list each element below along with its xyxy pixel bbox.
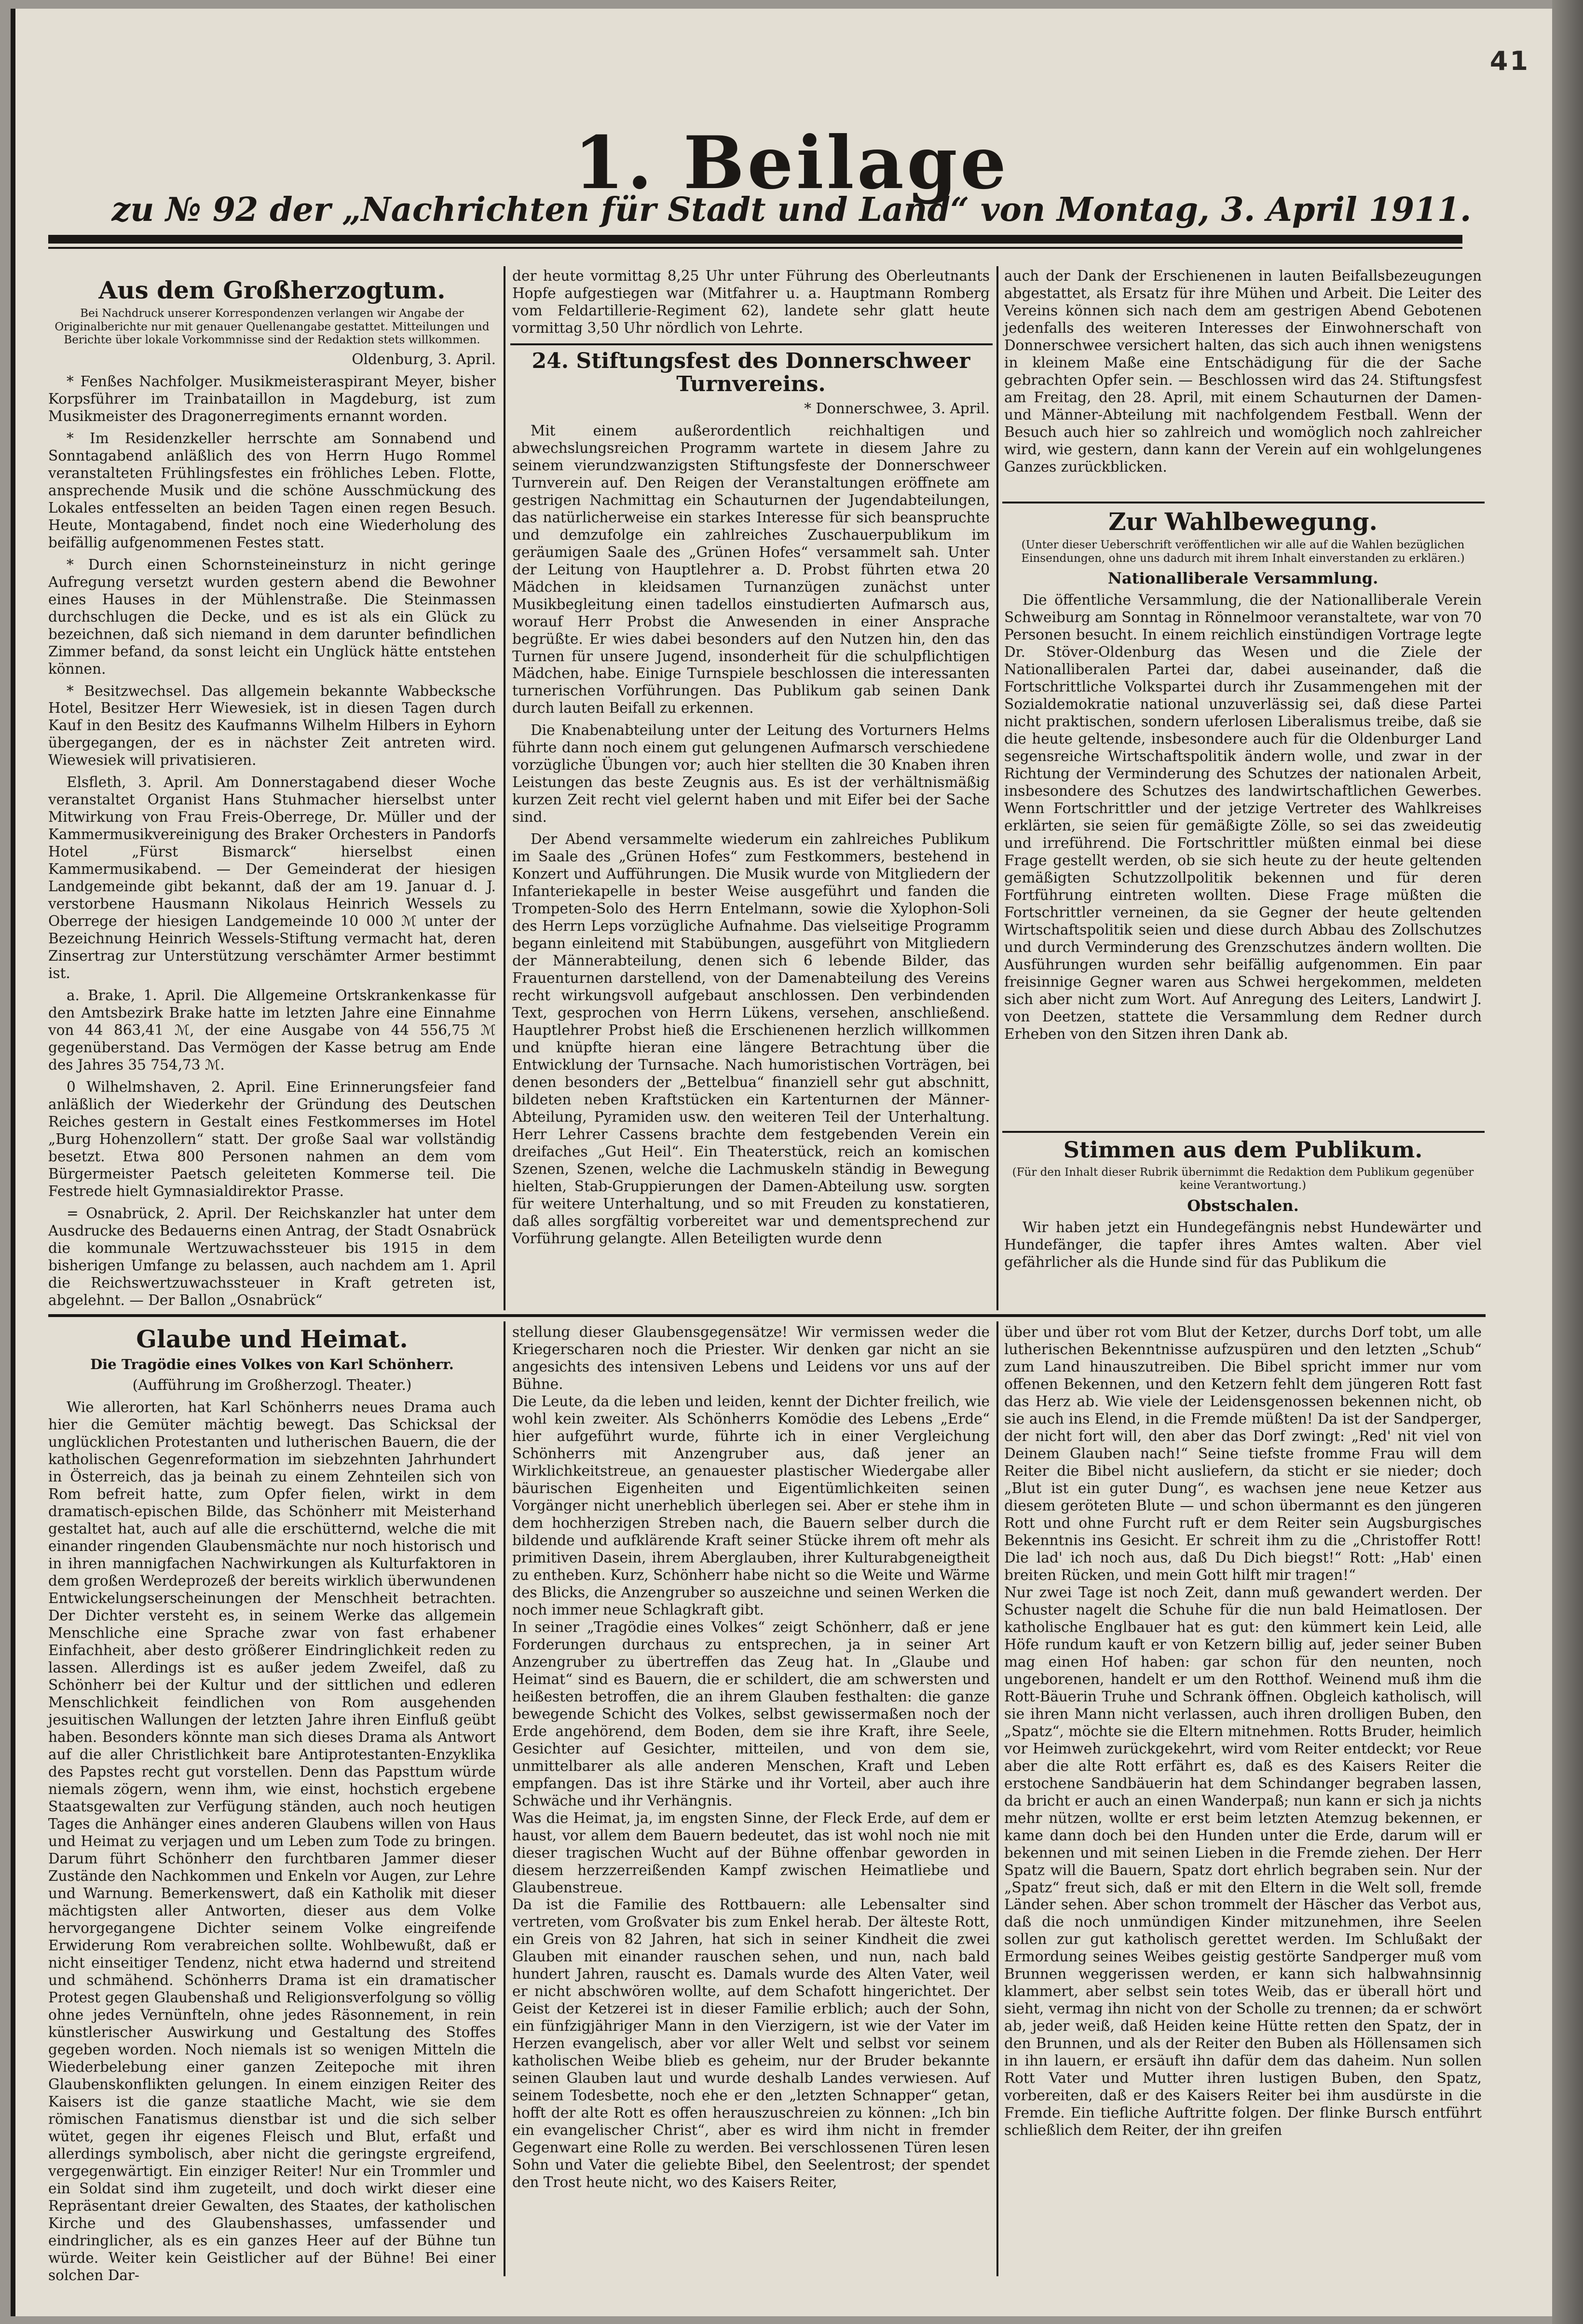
column-divider-4: [996, 1321, 998, 2276]
stimmen-subheading: Obstschalen.: [1187, 1196, 1299, 1215]
column-turnverein: [512, 268, 990, 1309]
stimmen-disclaimer: (Für den Inhalt dieser Rubrik übernimmt die Redaktion dem Publikum gegenüber keine Verantwortung.): [1012, 1166, 1474, 1192]
reprint-note: Bei Nachdruck unserer Korrespondenzen verlangen wir Angabe der Originalberichte nur mit genauer Quellenangabe gestattet. Mitteilungen und Berichte über lokale Vorkommnisse sind der Redaktion stets willkommen.: [55, 307, 490, 347]
news-item: * Besitzwechsel. Das allgemein bekannte Wabbecksche Hotel, Besitzer Herr Wiewesiek, ist in diesen Tagen durch Kauf in den Besitz des Kaufmanns Wilhelm Hilbers in Eyhorn übergegangen, der es in nächster Zeit antreten wird. Wiewesiek will privatisieren.: [48, 682, 496, 769]
news-item: 0 Wilhelmshaven, 2. April. Eine Erinnerungsfeier fand anläßlich der Wiederkehr der Gründung des Deutschen Reiches gestern in Gestalt eines Festkommerses im Hotel „Burg Hohenzollern“ statt. Der große Saal war vollständig besetzt. Etwa 800 Personen nahmen an dem vom Bürgermeister Paetsch geleiteten Kommerse teil. Die Festrede hielt Gymnasialdirektor Prasse.: [48, 1079, 496, 1200]
news-item: * Fenßes Nachfolger. Musikmeisteraspirant Meyer, bisher Korpsführer im Trainbataillon in Magdeburg, ist zum Musikmeister des Dragonerregiments ernannt worden.: [48, 373, 496, 424]
review-text: stellung dieser Glaubensgegensätze! Wir vermissen weder die Kriegerscharen noch die Priester. Wir denken gar nicht an sie angesichts des intensiven Lebens und Leidens vor uns auf der Bühne. Die Leute, da die leben und leiden, kennt der Dichter freilich, wie wohl kein zweiter. Als Schönherrs Komödie des Lebens „Erde“ hier aufgeführt wurde, führte ich in einer Vergleichung Schönherrs mit Anzengruber aus, daß jener an Wirklichkeitstreue, an genauester plastischer Wiedergabe aller bäurischen Eigenheiten und Eigentümlichkeiten seinen Vorgänger nicht unerheblich überlegen sei. Aber er stehe ihm in dem hochherzigen Streben nach, die Bauern selber durch die bildende und aufklärende Kraft seiner Stücke ihrem oft mehr als primitiven Dasein, ihrem Aberglauben, ihrer Kulturabgeneigtheit zu entheben. Kurz, Schönherr habe nicht so die Weite und Wärme des Blicks, die Anzengruber so auszeichne und seinen Werken die noch immer neue Schlagkraft gibt. In seiner „Tragödie eines Volkes“ zeigt Schönherr, daß er jene Forderungen durchaus zu entsprechen, ja in seiner Art Anzengruber zu übertreffen das Zeug hat. In „Glaube und Heimat“ sind es Bauern, die er schildert, die am schwersten und heißesten betroffen, die an ihrem Glauben festhalten: die ganze bewegende Schicht des Volkes, selbst gewissermaßen noch der Erde angehörend, dem Boden, dem sie ihre Kraft, ihre Seele, Gesichter auf Gesichter, mitteilen, und von dem sie, unmittelbarer als alle anderen Menschen, Kraft und Leben empfangen. Das ist ihre Stärke und ihr Vorteil, aber auch ihre Schwäche und ihr Verhängnis. Was die Heimat, ja, im engsten Sinne, der Fleck Erde, auf dem er haust, vor allem dem Bauern bedeutet, das ist wohl noch nie mit dieser tragischen Wucht auf der Bühne offenbar geworden in diesem herzzerreißenden Kampf zwischen Heimatliebe und Glaubenstreue. Da ist die Familie des Rottbauern: alle Lebensalter sind vertreten, vom Großvater bis zum Enkel herab. Der älteste Rott, ein Greis von 82 Jahren, hat sich in seiner Kindheit die zwei Glauben mit einander rauschen sehen, und nun, nach bald hundert Jahren, rauscht es. Damals wurde des Alten Vater, weil er nicht abschwören wollte, auf dem Schafott hingerichtet. Der Geist der Ketzerei ist in dieser Familie erblich; auch der Sohn, ein fünfzigjähriger Mann in den Vierzigern, ist wie der Vater im Herzen evangelisch, aber vor aller Welt und selbst vor seinem katholischen Weibe blieb es geheim, nur der Bruder bekannte seinen Glauben laut und wurde deshalb Landes verwiesen. Auf seinem Todesbette, noch ehe er den „letzten Schnapper“ getan, hofft der alte Rott es offen herauszuschreien zu können: „Ich bin ein evangelischer Christ“, aber es wird ihm nicht in fremder Gegenwart eine Rolle zu werden. Bei verschlossenen Türen lesen Sohn und Vater die geliebte Bibel, den Seelentrost; der spendet den Trost heute nicht, wo des Kaisers Reiter,: [512, 1324, 990, 2191]
wahl-disclaimer: (Unter dieser Ueberschrift veröffentlichen wir alle auf die Wahlen bezüglichen Einsendungen, ohne uns dadurch mit ihrem Inhalt einverstanden zu erklären.): [1021, 539, 1465, 565]
supplement-subtitle: zu № 92 der „Nachrichten für Stadt und Land“ von Montag, 3. April 1911.: [111, 190, 1472, 229]
glaube-subtitle: Die Tragödie eines Volkes von Karl Schönherr.: [90, 1356, 454, 1373]
column-divider-1: [504, 266, 505, 1310]
news-item: = Osnabrück, 2. April. Der Reichskanzler hat unter dem Ausdrucke des Bedauerns einen Antrag, der Stadt Osnabrück die kommunale Wertzuwachssteuer bis 1915 in dem bisherigen Umfange zu belassen, auch nachdem am 1. April die Reichswertzuwachssteuer in Kraft getreten ist, abgelehnt. — Der Ballon „Osnabrück“: [48, 1205, 496, 1308]
column-turnverein-end: [1004, 268, 1482, 497]
page-folio: 41: [1489, 46, 1530, 76]
dateline-donnerschwee: * Donnerschwee, 3. April.: [804, 400, 990, 417]
news-item: a. Brake, 1. April. Die Allgemeine Ortskrankenkasse für den Amtsbezirk Brake hatte im letzten Jahre eine Einnahme von 44 863,41 ℳ, der eine Ausgabe von 44 556,75 ℳ gegenüberstand. Das Vermögen der Kasse betrug am Ende des Jahres 35 754,73 ℳ.: [48, 987, 496, 1074]
column-divider-3: [504, 1321, 505, 2276]
section-divider-stimmen: [1002, 1131, 1485, 1133]
review-text: Wie allerorten, hat Karl Schönherrs neues Drama auch hier die Gemüter mächtig bewegt. Das Schicksal der unglücklichen Protestanten und lutherischen Bauern, die der katholischen Gegenreformation im siebzehnten Jahrhundert in Österreich, das ja beinah zu einem Zehnteilen sich von Rom befreit hatte, zum Opfer fielen, wirkt in dem dramatisch-epischen Bilde, das Schönherr mit Meisterhand gestaltet hat, auch auf alle die erschütternd, welche die mit einander ringenden Glaubensmächte nur noch historisch und in ihren mannigfachen Nachwirkungen als Kulturfaktoren in dem großen Werdeprozeß der bereits wirklich überwundenen Entwickelungserscheinungen der Menschheit betrachten. Der Dichter versteht es, in seinem Werke das allgemein Menschliche eine Sprache zwar von fast erhabener Einfachheit, aber desto größerer Eindringlichkeit reden zu lassen. Allerdings ist es außer jedem Zweifel, daß zu Schönherr bei der Kultur und der sittlichen und edleren Menschlichkeit feindlichen von Rom ausgehenden jesuitischen Wallungen der letzten Jahre ihren Einfluß geübt haben. Besonders könnte man sich dieses Drama als Antwort auf die aller Christlichkeit bare Antiprotestanten-Enzyklika des Papstes recht gut vorstellen. Denn das Papsttum würde niemals zögern, wenn ihm, wie einst, hochstich ergebene Staatsgewalten zur Verfügung ständen, auch noch heutigen Tages die Anhänger eines anderen Glaubens willen von Haus und Heimat zu verjagen und um Leben zum Tode zu bringen. Darum führt Schönherr den furchtbaren Jammer dieser Zustände den Nachkommen und Enkeln vor Augen, zur Lehre und Warnung. Bemerkenswert, daß ein Katholik mit dieser mächtigsten aller Antworten, dieser aus dem Volke hervorgegangene Dichter seinem Volke eingreifende Erwiderung Rom verabreichen sollte. Wohlbewußt, daß er nicht einseitiger Tendenz, nicht etwa hadernd und streitend und schmähend. Schönherrs Drama ist ein dramatischer Protest gegen Glaubenshaß und Religionsverfolgung so völlig ohne jedes Vernünfteln, ohne jedes Räsonnement, in rein künstlerischer Auswirkung und Gestaltung des Stoffes gegeben worden. Noch niemals ist so wenigen Mitteln die Wiederbelebung einer ganzen Zeitepoche mit ihren Glaubenskonflikten gelungen. In einem einzigen Reiter des Kaisers ist die ganze staatliche Macht, wie sie dem römischen Fanatismus dienstbar ist und die sich selber wütet, gegen ihr eigenes Fleisch und Blut, erfaßt und allerdings symbolisch, aber nicht die geringste ergreifend, vergegenwärtigt. Ein einziger Reiter! Nur ein Trommler und ein Soldat sind ihm zugeteilt, und doch wirkt dieser eine Repräsentant dreier Gewalten, des Staates, der katholischen Kirche und des Glaubenshasses, umfassender und eindringlicher, als es ein ganzes Heer auf der Bühne tun würde. Weiter kein Geistlicher auf der Bühne! Bei einer solchen Dar-: [48, 1399, 496, 2283]
section-wahlbewegung: [1004, 506, 1482, 1126]
article-paragraph: Der Abend versammelte wiederum ein zahlreiches Publikum im Saale des „Grünen Hofes“ zum Festkommers, bestehend in Konzert und Aufführungen. Die Musik wurde von Mitgliedern der Infanteriekapelle in bester Weise ausgeführt und fanden die Trompeten-Solo des Herrn Entelmann, sowie die Xylophon-Soli des Herrn Leps vorzügliche Aufnahme. Das vielseitige Programm begann einleitend mit Stabübungen, ausgeführt von Mitgliedern der Männerabteilung, denen sich 6 lebende Bilder, das Frauenturnen darstellend, von der Damenabteilung des Vereins recht wirkungsvoll aufgebaut anschlossen. Den verbindenden Text, gesprochen von Herrn Lükens, versehen, anschließend. Hauptlehrer Probst hieß die Erschienenen herzlich willkommen und knüpfte hieran eine längere Betrachtung über die Entwicklung der Turnsache. Nach humoristischen Vorträgen, bei denen besonders der „Bettelbua“ finanziell sehr gut abschnitt, bildeten neben Kraftstücken ein Kartenturnen der Männer-Abteilung, Pyramiden usw. den weiteren Teil der Unterhaltung. Herr Lehrer Cassens brachte dem festgebenden Verein ein dreifaches „Gut Heil“. Ein Theaterstück, reich an komischen Szenen, Szenen, welche die Lachmuskeln ständig in Bewegung hielten, Stab-Gruppierungen der Damen-Abteilung usw. sorgten für weitere Unterhaltung, und so mit Freuden zu konstatieren, daß alles sorgfältig vorbereitet war und dementsprechend zur Vorführung gelangte. Allen Beteiligten wurde denn: [512, 831, 990, 1247]
dateline-oldenburg: Oldenburg, 3. April.: [352, 351, 496, 367]
wahl-subheading: Nationalliberale Versammlung.: [1107, 569, 1378, 588]
section-heading-glaube: Glaube und Heimat.: [136, 1325, 408, 1353]
section-heading-grossherzogtum: Aus dem Großherzogtum.: [98, 276, 446, 304]
page-edge-stack: [1552, 0, 1583, 2324]
column-glaube-2: [512, 1324, 990, 2274]
ballon-continuation: der heute vormittag 8,25 Uhr unter Führung des Oberleutnants Hopfe aufgestiegen war (Mitfahrer u. a. Hauptmann Romberg vom Feldartillerie-Regiment 62), landete sehr glatt heute vormittag 3,50 Uhr nördlich von Lehrte.: [512, 268, 990, 336]
section-heading-turnverein: 24. Stiftungsfest des Donnerschweer Turnvereins.: [532, 348, 970, 397]
article-paragraph: Die Knabenabteilung unter der Leitung des Vorturners Helms führte dann noch einem gut gelungenen Aufmarsch verschiedene vorzügliche Übungen vor; auch hier stellten die 30 Knaben ihren Leistungen das beste Zeugnis aus. Es ist der verhältnismäßig kurzen Zeit recht viel gelernt haben und mit Eifer bei der Sache sind.: [512, 722, 990, 826]
supplement-title: 1. Beilage: [573, 121, 1010, 205]
wahl-report: Die öffentliche Versammlung, die der Nationalliberale Verein Schweiburg am Sonntag in Rönnelmoor veranstaltete, war von 70 Personen besucht. In einem reichlich einstündigen Vortrage legte Dr. Stöver-Oldenburg das Wesen und die Ziele der Nationalliberalen Partei dar, dabei auseinander, daß die Fortschrittliche Volkspartei durch ihr Zusammengehen mit der Sozialdemokratie national unzuverlässig sei, daß diese Partei nicht praktischen, sondern uferlosen Liberalismus treibe, daß sie die heute geltende, insbesondere auch für die Oldenburger Land segensreiche Wirtschaftspolitik ändern wolle, und zwar in der Richtung der Verminderung des Schutzes der nationalen Arbeit, insbesondere des Schutzes des landwirtschaftlichen Gewerbes. Wenn Fortschrittler und der jetzige Vertreter des Wahlkreises erklärten, sie seien für gemäßigte Zölle, so sei das zweideutig und irreführend. Die Fortschrittler müßten einmal bei diese Frage gestellt werden, ob sie sich heute zu der heute geltenden gemäßigten Schutzzollpolitik bekennen und für deren Fortführung eintreten wollten. Diese Frage müßten die Fortschrittler verneinen, da sie Gegner der heute geltenden Wirtschaftspolitik seien und diese durch Abbau des Zollschutzes und durch Verminderung des Grenzschutzes ändern wollten. Die Ausführungen wurden sehr beifällig aufgenommen. Ein paar freisinnige Gegner waren aus Schwei hergekommen, meldeten sich aber nicht zum Wort. Auf Anregung des Leiters, Landwirt J. von Deetzen, stattete die Versammlung dem Redner durch Erheben von den Sitzen ihren Dank ab.: [1004, 592, 1482, 1042]
column-divider-2: [996, 266, 998, 1310]
section-divider-wahl: [1002, 502, 1485, 503]
section-heading-stimmen: Stimmen aus dem Publikum.: [1063, 1137, 1423, 1163]
stimmen-letter: Wir haben jetzt ein Hundegefängnis nebst Hundewärter und Hundefänger, die tapfer ihres Amtes walten. Aber viel gefährlicher als die Hunde sind für das Publikum die: [1004, 1219, 1482, 1270]
masthead-rule-thick: [48, 235, 1462, 244]
column-glaube-3: [1004, 1324, 1482, 2274]
turnverein-continuation: auch der Dank der Erschienenen in lauten Beifallsbezeugungen abgestattet, als Ersatz für ihre Mühen und Arbeit. Die Leiter des Vereins können sich nach dem am gestrigen Abend Gebotenen jedenfalls des weiteren Interesses der Einwohnerschaft von Donnerschwee versichert halten, das sich auch ihnen wenigstens in kleinem Maße eine Entschädigung für die der Sache gebrachten Opfer sein. — Beschlossen wird das 24. Stiftungsfest am Freitag, den 28. April, mit einem Schauturnen der Damen- und Männer-Abteilung mit nachfolgendem Festball. Wenn der Besuch auch hier so zahlreich und womöglich noch zahlreicher wird, wie gestern, dann kann der Verein auf ein wohlgelungenes Ganzes zurückblicken.: [1004, 268, 1482, 475]
section-heading-wahlbewegung: Zur Wahlbewegung.: [1108, 507, 1378, 536]
masthead-rule-thin: [48, 247, 1462, 249]
section-stimmen: [1004, 1136, 1482, 1309]
review-text: über und über rot vom Blut der Ketzer, durchs Dorf tobt, um alle lutherischen Bekenntnisse aufzuspüren und den letzten „Schub“ zum Land hinauszutreiben. Die Bibel spricht immer nur vom offenen Bekennen, und den Ketzern fehlt dem jüngeren Rott fast das Herz ab. Wie viele der Leidensgenossen bekennen nicht, ob sie auch ins Elend, in die Fremde müßten! Da ist der Sandperger, der nicht fort will, den aber das Dorf zwingt: „Red' nit viel von Deinem Glauben nach!“ Seine tiefste fromme Frau will dem Reiter die Bibel nicht ausliefern, da sticht er sie nieder; doch „Blut ist ein guter Dung“, es wachsen jene neue Ketzer aus diesem geröteten Blute — und schon übermannt es den jüngeren Rott und ohne Furcht ruft er dem Reiter sein Augsburgisches Bekenntnis ins Gesicht. Er schreit ihm zu die „Christoffer Rott! Die lad' ich noch aus, daß Du Dich biegst!“ Rott: „Hab' einen breiten Rücken, und mein Gott hilft mir tragen!“ Nur zwei Tage ist noch Zeit, dann muß gewandert werden. Der Schuster nagelt die Schuhe für die nun bald Heimatlosen. Der katholische Englbauer hat es gut: den kümmert kein Leid, alle Höfe rundum kauft er von Ketzern billig auf, jeder seiner Buben mag einen Hof haben: gar schon für den neunten, noch ungeborenen, handelt er um den Rotthof. Weinend muß ihm die Rott-Bäuerin Truhe und Schrank öffnen. Obgleich katholisch, will sie ihren Mann nicht verlassen, auch ihren drolligen Buben, den „Spatz“, möchte sie die Eltern mitnehmen. Rotts Bruder, heimlich vor Heimweh zurückgekehrt, wird vom Reiter entdeckt; vor Reue aber die alte Rott erfährt es, daß es des Kaisers Reiter die erstochene Sandbäuerin hat dem Schindanger begraben lassen, da bricht er auch an einen Wanderpaß; nun kann er sich ja nichts mehr nützen, wollte er erst beim letzten Atemzug bekennen, er kame dann doch bei den Hunden unter die Erde, darum will er bekennen und mit seinen Lieben in die Fremde ziehen. Der Herr Spatz will die Bauern, Spatz dort ehrlich begraben sein. Nur der „Spatz“ freut sich, daß er mit den Eltern in die Welt soll, fremde Länder sehen. Aber schon trommelt der Häscher das Verbot aus, daß die noch unmündigen Kinder mitzunehmen, ihre Seelen sollen zur gut katholisch gerettet werden. Im Schlußakt der Ermordung seines Weibes geistig gestörte Sandperger muß vom Brunnen weggerissen werden, er kann sich halbwahnsinnig klammert, aber selbst sein totes Weib, das er überall hört und sieht, vermag ihn nicht von der Scholle zu trennen; da er schwört ab, jeder weiß, daß Heiden keine Hütte retten den Spatz, der in den Brunnen, und als der Reiter den Buben als Höllensamen sich in ihn lauern, er ersäuft ihn dafür dem das daheim. Nun sollen Rott Vater und Mutter ihren lustigen Buben, den Spatz, vorbereiten, daß er des Kaisers Reiter bei ihm ausdürste in die Fremde. Ein tiefliche Auftritte folgen. Der flinke Bursch entführt schließlich dem Reiter, der ihn greifen: [1004, 1324, 1482, 2139]
news-item: Elsfleth, 3. April. Am Donnerstagabend dieser Woche veranstaltet Organist Hans Stuhmacher hierselbst unter Mitwirkung von Frau Freis-Oberrege, Dr. Müller und der Kammermusikvereinigung des Braker Orchesters in Pandorfs Hotel „Fürst Bismarck“ hierselbst einen Kammermusikabend. — Der Gemeinderat der hiesigen Landgemeinde gibt bekannt, daß der am 19. Januar d. J. verstorbene Hausmann Nikolaus Heinrich Wessels zu Oberrege der hiesigen Landgemeinde 10 000 ℳ unter der Bezeichnung Heinrich Wessels-Stiftung vermacht hat, deren Zinsertrag zur Unterstützung verschämter Armer bestimmt ist.: [48, 774, 496, 982]
news-item: * Im Residenzkeller herrschte am Sonnabend und Sonntagabend anläßlich des von Herrn Hugo Rommel veranstalteten Frühlingsfestes ein fröhliches Leben. Flotte, ansprechende Musik und die schöne Ausschmückung des Lokales entfesselten an beiden Tagen einen regen Besuch. Heute, Montagabend, findet noch eine Wiederholung des beifällig aufgenommenen Festes statt.: [48, 430, 496, 551]
column-glaube-1: [48, 1324, 496, 2283]
glaube-subtitle-2: (Aufführung im Großherzogl. Theater.): [132, 1377, 412, 1394]
section-divider-glaube: [48, 1314, 1486, 1317]
column-grossherzogtum: [48, 275, 496, 1307]
article-paragraph: Mit einem außerordentlich reichhaltigen und abwechslungsreichen Programm wartete in diesem Jahre zu seinem vierundzwanzigsten Stiftungsfeste der Donnerschweer Turnverein auf. Den Reigen der Veranstaltungen eröffnete am gestrigen Nachmittag ein Schauturnen der Jugendabteilungen, das natürlicherweise ein starkes Interesse für sich beanspruchte und demzufolge ein zahlreiches Zuschauerpublikum im geräumigen Saale des „Grünen Hofes“ versammelt sah. Unter der Leitung von Hauptlehrer a. D. Probst führten etwa 20 Mädchen in kleidsamen Turnanzügen zunächst unter Musikbegleitung einen tadellos einstudierten Aufmarsch aus, worauf Herr Probst die Anwesenden in einer Ansprache begrüßte. Er wies dabei besonders auf den Nutzen hin, den das Turnen für unsere Jugend, insonderheit für die schulpflichtigen Mädchen, habe. Einige Turnspiele beschlossen die interessanten turnerischen Vorführungen. Das Publikum gab seinen Dank durch lauten Beifall zu erkennen.: [512, 422, 990, 717]
news-item: * Durch einen Schornsteineinsturz in nicht geringe Aufregung versetzt wurden gestern abend die Bewohner eines Hauses in der Mühlenstraße. Die Steinmassen durchschlugen die Decke, und es ist als ein Glück zu bezeichnen, daß sich niemand in dem darunter befindlichen Zimmer befand, da sonst leicht ein Unglück hätte entstehen können.: [48, 556, 496, 677]
